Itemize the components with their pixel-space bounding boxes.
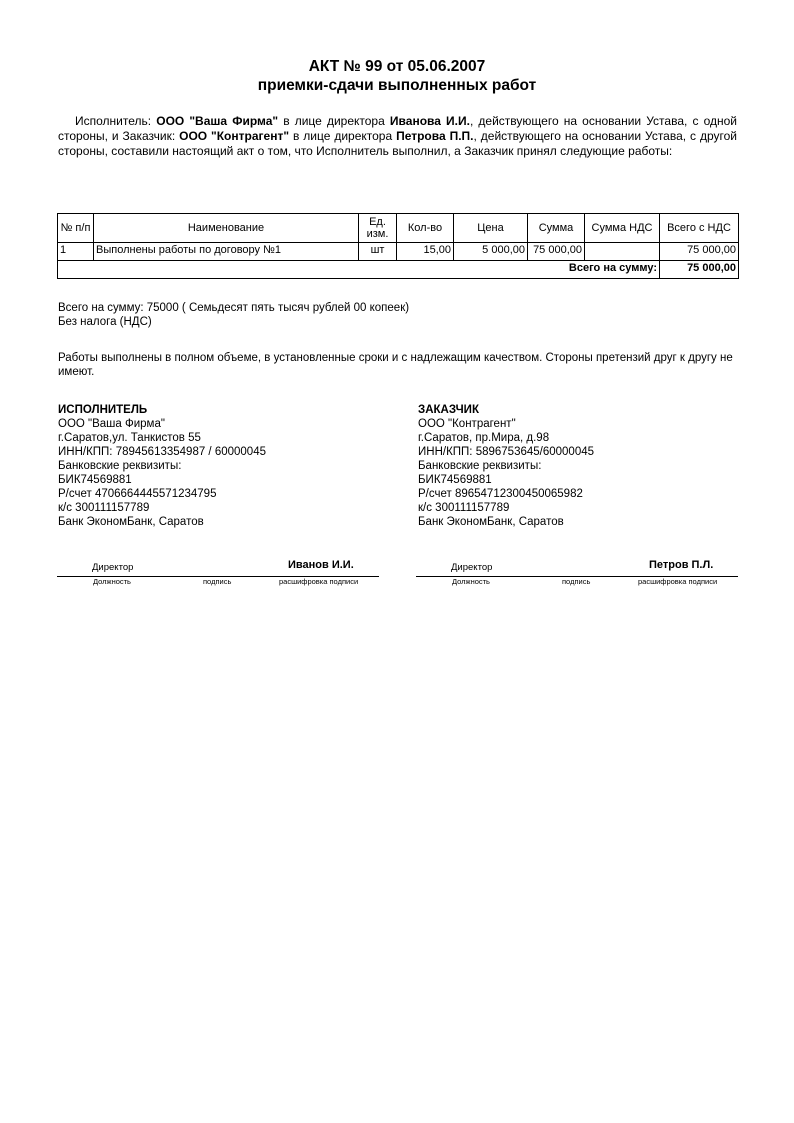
header-total: Всего с НДС (660, 214, 739, 243)
header-num: № п/п (58, 214, 94, 243)
document-title: АКТ № 99 от 05.06.2007 (308, 58, 486, 75)
intro-text: , действующего на основании Устава, с другой стороны, составили настоящий акт о том, что Исполнитель выполнил, а Заказчик принял следующие работы: (58, 129, 738, 158)
executor-sign-name: Иванов И.И. (288, 559, 354, 571)
customer-sign-position: Директор (451, 562, 493, 573)
document-subtitle: приемки-сдачи выполненных работ (257, 77, 537, 94)
cell-vat (585, 243, 660, 261)
caption-position: Должность (452, 577, 490, 586)
customer-signature (416, 558, 738, 588)
customer-director: Петрова П.П. (396, 129, 474, 143)
table-total-row (58, 261, 739, 279)
executor-heading: ИСПОЛНИТЕЛЬ (58, 404, 148, 416)
cell-sum: 75 000,00 (528, 243, 585, 261)
customer-name: ООО "Контрагент" (179, 129, 290, 143)
intro-text: Исполнитель: (75, 114, 157, 128)
intro-paragraph (58, 114, 737, 159)
executor-block (58, 403, 266, 529)
header-name: Наименование (94, 214, 359, 243)
caption-signature: подпись (203, 577, 232, 586)
summary-tax: Без налога (НДС) (58, 316, 152, 328)
header-vat: Сумма НДС (585, 214, 660, 243)
caption-decoding: расшифровка подписи (279, 577, 359, 586)
customer-block (418, 403, 594, 529)
summary-amount: Всего на сумму: 75000 ( Семьдесят пять тысяч рублей 00 копеек) (58, 302, 410, 314)
customer-inn: ИНН/КПП: 5896753645/60000045 (418, 446, 595, 458)
caption-decoding: расшифровка подписи (638, 577, 718, 586)
table-header-row (58, 214, 739, 243)
cell-unit: шт (359, 243, 397, 261)
executor-corr: к/с 300111157789 (58, 502, 150, 514)
header-sum: Сумма (528, 214, 585, 243)
executor-bank: Банк ЭкономБанк, Саратов (58, 516, 204, 528)
customer-corr: к/с 300111157789 (418, 502, 510, 514)
customer-heading: ЗАКАЗЧИК (418, 404, 479, 416)
caption-signature: подпись (562, 577, 591, 586)
cell-qty: 15,00 (397, 243, 454, 261)
caption-position: Должность (93, 577, 131, 586)
customer-bank-label: Банковские реквизиты: (418, 460, 542, 472)
customer-bik: БИК74569881 (418, 474, 492, 486)
header-unit: Ед. изм. (359, 214, 397, 243)
executor-signature (57, 558, 379, 588)
header-price: Цена (454, 214, 528, 243)
executor-inn: ИНН/КПП: 78945613354987 / 60000045 (58, 446, 266, 458)
cell-name: Выполнены работы по договору №1 (94, 243, 359, 261)
executor-org: ООО "Ваша Фирма" (58, 418, 165, 430)
executor-director: Иванова И.И. (389, 114, 470, 128)
executor-bik: БИК74569881 (58, 474, 132, 486)
customer-sign-name: Петров П.Л. (649, 559, 714, 571)
cell-num: 1 (58, 243, 94, 261)
table-row (58, 243, 739, 261)
cell-price: 5 000,00 (454, 243, 528, 261)
intro-text: в лице директора (289, 129, 397, 143)
executor-account: Р/счет 4706664445571234795 (58, 488, 217, 500)
completion-note: Работы выполнены в полном объеме, в установленные сроки и с надлежащим качеством. Стороны претензий друг к другу не имеют. (58, 352, 733, 378)
cell-total: 75 000,00 (660, 243, 739, 261)
customer-bank: Банк ЭкономБанк, Саратов (418, 516, 564, 528)
executor-name: ООО "Ваша Фирма" (156, 114, 279, 128)
header-qty: Кол-во (397, 214, 454, 243)
executor-bank-label: Банковские реквизиты: (58, 460, 182, 472)
intro-text: в лице директора (278, 114, 390, 128)
customer-org: ООО "Контрагент" (418, 418, 516, 430)
executor-address: г.Саратов,ул. Танкистов 55 (58, 432, 201, 444)
customer-account: Р/счет 89654712300450065982 (418, 488, 583, 500)
customer-address: г.Саратов, пр.Мира, д.98 (418, 432, 550, 444)
executor-sign-position: Директор (92, 562, 134, 573)
total-value: 75 000,00 (660, 261, 739, 279)
intro-text: , действующего на основании Устава, с одной стороны, и Заказчик: (58, 114, 738, 143)
works-table (57, 213, 739, 279)
total-label: Всего на сумму: (58, 261, 660, 279)
